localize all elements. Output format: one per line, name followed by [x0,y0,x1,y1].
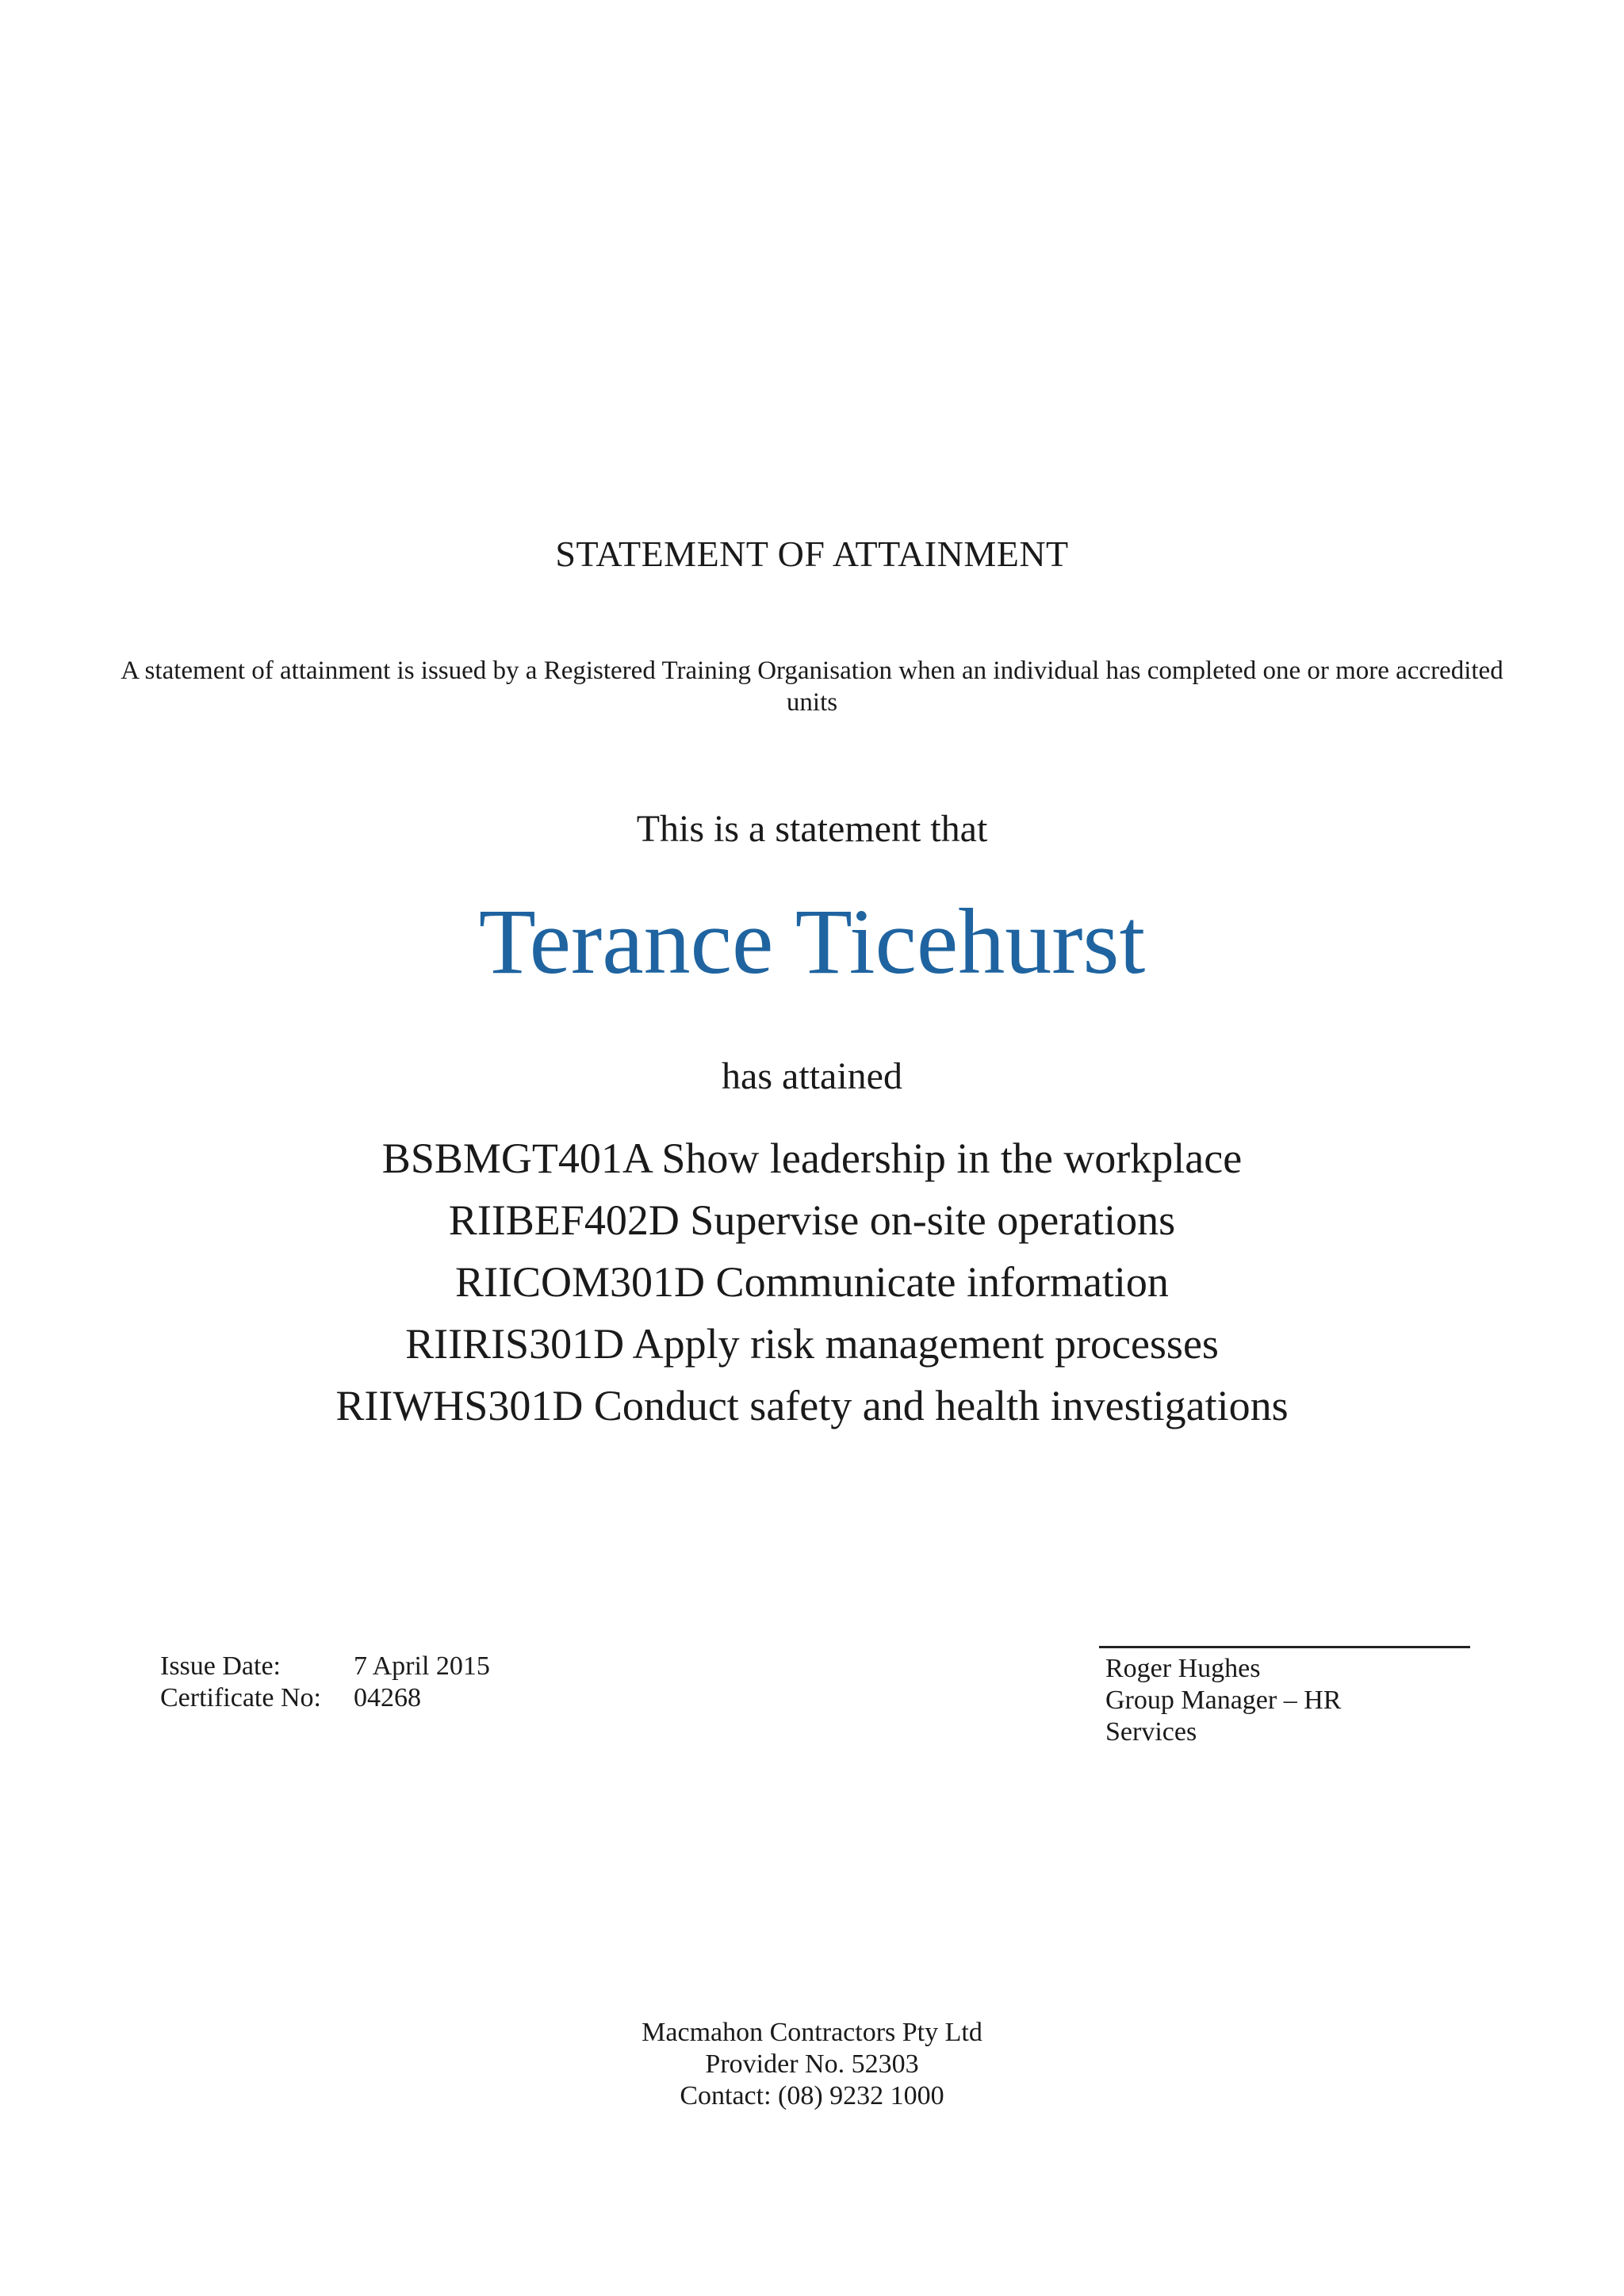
signature-line [1099,1646,1470,1648]
unit-item: RIICOM301D Communicate information [455,1258,1169,1306]
document-title: STATEMENT OF ATTAINMENT [555,534,1069,574]
signature-block [1099,1646,1472,1748]
recipient-name: Terance Ticehurst [478,890,1146,993]
attained-text: has attained [722,1055,902,1097]
certificate-details [160,1651,490,1714]
organisation-name: Macmahon Contractors Pty Ltd [642,2018,982,2047]
certificate-number-label: Certificate No: [160,1683,321,1712]
signatory [1099,1653,1407,1748]
signatory-title: Group Manager – HR Services [1105,1686,1342,1747]
unit-item: RIIBEF402D Supervise on-site operations [448,1196,1176,1244]
lead-text: This is a statement that [636,808,988,850]
units-list [0,1127,1624,1437]
certificate-number-row [160,1682,490,1714]
unit-item: RIIWHS301D Conduct safety and health investigations [335,1382,1289,1429]
issue-date-value: 7 April 2015 [354,1651,490,1681]
provider-footer [0,2017,1624,2112]
unit-item: RIIRIS301D Apply risk management processes [405,1320,1219,1368]
signatory-name: Roger Hughes [1105,1654,1261,1683]
contact-phone: Contact: (08) 9232 1000 [680,2081,944,2110]
unit-item: BSBMGT401A Show leadership in the workplace [381,1135,1243,1182]
certificate-number-value: 04268 [354,1683,421,1712]
intro-text: A statement of attainment is issued by a Registered Training Organisation when an individual has completed one or more accredited units [121,656,1503,717]
provider-number: Provider No. 52303 [705,2049,919,2079]
issue-date-row [160,1651,490,1682]
issue-date-label: Issue Date: [160,1651,282,1681]
